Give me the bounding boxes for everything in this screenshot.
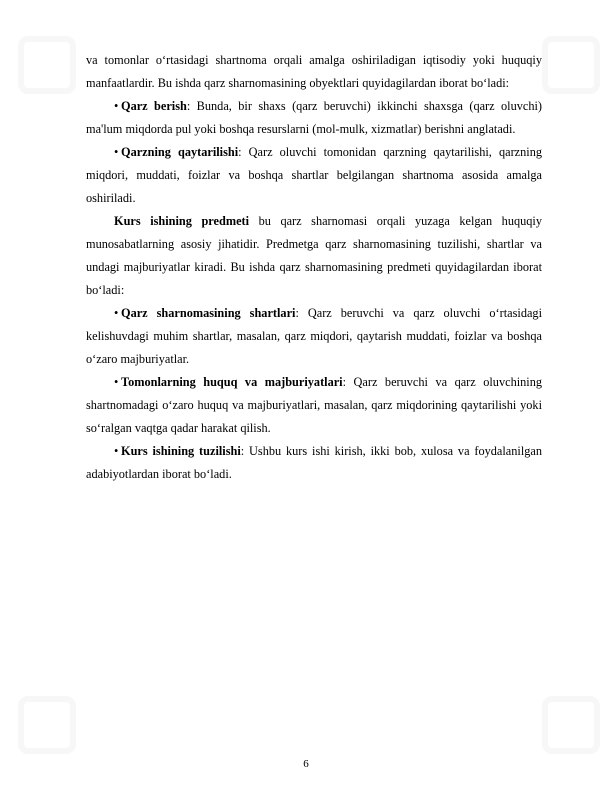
- list-item-text: : Bunda, bir shaxs (qarz beruvchi) ikkinchi shaxsga (qarz oluvchi) ma'lum miqdorda pul yoki boshqa resurslarni (mol-mulk, xizmatlar) berishni anglatadi.: [86, 99, 542, 136]
- list-item-term: Qarz berish: [121, 99, 187, 113]
- list-item-text: : Ushbu kurs ishi kirish, ikki bob, xulosa va foydalanilgan adabiyotlardan iborat bo‘ladi.: [86, 444, 542, 481]
- list-item-text: : Qarz beruvchi va qarz oluvchi o‘rtasidagi kelishuvdagi muhim shartlar, masalan, qarz miqdori, qaytarish muddati, foizlar va boshqa o‘zaro majburiyatlar.: [86, 306, 542, 366]
- list-item-text: : Qarz beruvchi va qarz oluvchining shartnomadagi o‘zaro huquq va majburiyatlari, masalan, qarz miqdorining qaytarilishi yoki so‘ralgan vaqtga qadar harakat qilish.: [86, 375, 542, 435]
- page-number: 6: [303, 758, 309, 770]
- watermark-logo: [18, 36, 76, 94]
- bullet-icon: •: [114, 99, 119, 113]
- bullet-icon: •: [114, 375, 119, 389]
- list-item-term: Kurs ishining tuzilishi: [121, 444, 241, 458]
- subject-term: Kurs ishining predmeti: [114, 214, 250, 228]
- watermark-logo: [542, 696, 600, 754]
- bullet-icon: •: [114, 444, 119, 458]
- subject-paragraph: [86, 210, 542, 302]
- list-item-term: Qarz sharnomasining shartlari: [121, 306, 296, 320]
- list-item: [86, 440, 542, 486]
- bullet-icon: •: [114, 306, 119, 320]
- list-item: [86, 302, 542, 371]
- intro-paragraph: va tomonlar o‘rtasidagi shartnoma orqali amalga oshiriladigan iqtisodiy yoki huquqiy manfaatlardir. Bu ishda qarz sharnomasining obyektlari quyidagilardan iborat bo‘ladi:: [86, 53, 542, 90]
- watermark-logo: [18, 696, 76, 754]
- list-item: [86, 141, 542, 210]
- document-body: [86, 49, 542, 486]
- list-item: [86, 371, 542, 440]
- list-item-term: Qarzning qaytarilishi: [121, 145, 239, 159]
- list-item-text: : Qarz oluvchi tomonidan qarzning qaytarilishi, qarzning miqdori, muddati, foizlar va boshqa shartlar belgilangan shartnoma asosida amalga oshiriladi.: [86, 145, 542, 205]
- list-item: [86, 95, 542, 141]
- subject-text: bu qarz sharnomasi orqali yuzaga kelgan huquqiy munosabatlarning asosiy jihatidir. Predmetga qarz sharnomasining tuzilishi, shartlar va undagi majburiyatlar kiradi. Bu ishda qarz sharnomasining predmeti quyidagilardan iborat bo‘ladi:: [86, 214, 542, 297]
- bullet-icon: •: [114, 145, 119, 159]
- list-item-term: Tomonlarning huquq va majburiyatlari: [121, 375, 343, 389]
- watermark-logo: [542, 36, 600, 94]
